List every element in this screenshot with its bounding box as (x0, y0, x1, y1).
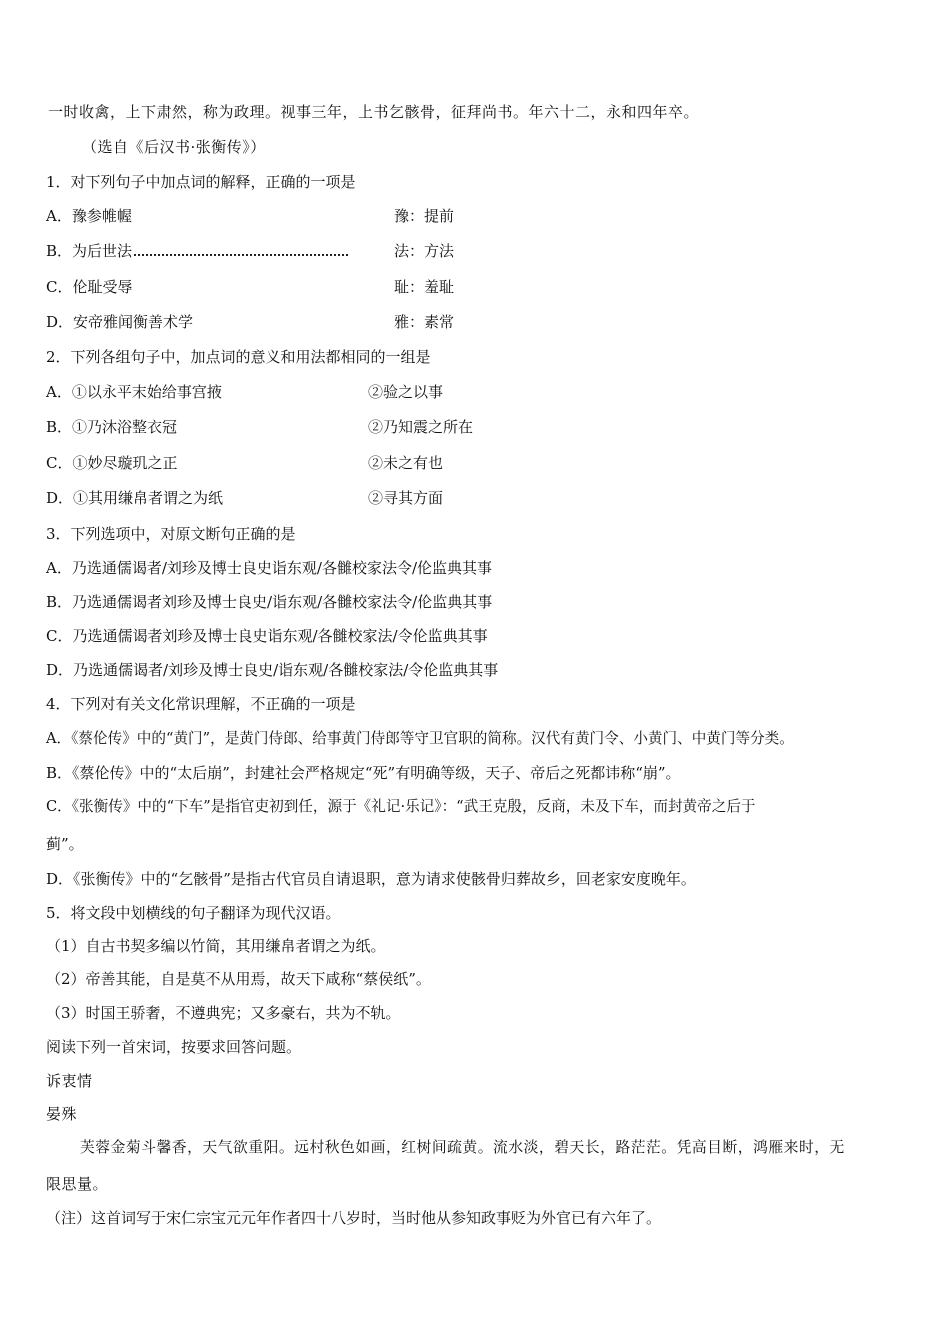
q2-option-b[interactable]: B．①乃沐浴整衣冠 (46, 418, 178, 436)
q5-stem: 5．将文段中划横线的句子翻译为现代汉语。 (46, 904, 341, 922)
q5-item-1: （1）自古书契多编以竹简，其用缣帛者谓之为纸。 (46, 937, 386, 955)
poem-title: 诉衷情 (46, 1072, 93, 1090)
q3-option-c[interactable]: C．乃选通儒谒者刘珍及博士良史诣东观/各雠校家法/令伦监典其事 (46, 627, 488, 645)
q2-option-c[interactable]: C．①妙尽璇玑之正 (46, 454, 178, 472)
q3-stem: 3．下列选项中，对原文断句正确的是 (46, 525, 296, 543)
q4-option-d[interactable]: D．《张衡传》中的“乞骸骨”是指古代官员自请退职，意为请求使骸骨归葬故乡，回老家安度晚年。 (46, 870, 696, 888)
q2-stem: 2．下列各组句子中，加点词的意义和用法都相同的一组是 (46, 348, 431, 366)
q4-option-c[interactable]: C．《张衡传》中的“下车”是指官吏初到任，源于《礼记·乐记》：“武王克殷，反商，未及下车，而封黄帝之后于 (46, 798, 756, 815)
q1-option-d-gloss: 雅：素常 (394, 313, 455, 331)
q3-option-b[interactable]: B．乃选通儒谒者刘珍及博士良史/诣东观/各雠校家法令/伦监典其事 (46, 593, 493, 611)
poem-body-line-1: 芙蓉金菊斗馨香，天气欲重阳。远村秋色如画，红树间疏黄。流水淡，碧天长，路茫茫。凭高目断，鸿雁来时，无 (80, 1139, 845, 1156)
q1-option-c[interactable]: C．伦耻受辱 (46, 278, 133, 296)
q4-option-a[interactable]: A．《蔡伦传》中的“黄门”，是黄门侍郎、给事黄门侍郎等守卫官职的简称。汉代有黄门令、小黄门、中黄门等分类。 (46, 730, 794, 747)
passage-source: （选自《后汉书·张衡传》） (82, 138, 266, 156)
q2-option-a[interactable]: A．①以永平末始给事宫掖 (46, 383, 222, 401)
q2-option-b-second: ②乃知震之所在 (368, 418, 474, 436)
passage-end-line: 一时收禽，上下肃然，称为政理。视事三年，上书乞骸骨，征拜尚书。年六十二，永和四年卒。 (48, 103, 700, 121)
q1-option-b-gloss: 法：方法 (394, 242, 455, 260)
q2-option-a-second: ②验之以事 (368, 383, 444, 401)
poem-body-line-2: 限思量。 (46, 1175, 109, 1193)
q2-option-c-second: ②未之有也 (368, 454, 444, 472)
q2-option-d[interactable]: D．①其用缣帛者谓之为纸 (46, 489, 224, 507)
q2-option-d-second: ②寻其方面 (368, 489, 444, 507)
q5-item-2: （2）帝善其能，自是莫不从用焉，故天下咸称“蔡侯纸”。 (46, 970, 431, 988)
q1-option-c-gloss: 耻：羞耻 (394, 278, 455, 296)
q1-option-a-gloss: 豫：提前 (394, 207, 455, 225)
q4-option-c-continued: 蓟”。 (46, 835, 84, 853)
poem-intro: 阅读下列一首宋词，按要求回答问题。 (46, 1038, 302, 1056)
q5-item-3: （3）时国王骄奢，不遵典宪；又多豪右，共为不轨。 (46, 1004, 401, 1022)
q1-stem: 1．对下列句子中加点词的解释，正确的一项是 (46, 173, 356, 191)
q3-option-a[interactable]: A．乃选通儒谒者/刘珍及博士良史诣东观/各雠校家法令/伦监典其事 (46, 559, 493, 577)
q4-stem: 4．下列对有关文化常识理解，不正确的一项是 (46, 695, 356, 713)
q1-option-a[interactable]: A．豫参帷幄 (46, 207, 132, 225)
q4-option-b[interactable]: B．《蔡伦传》中的“太后崩”，封建社会严格规定“死”有明确等级，天子、帝后之死都讳称“崩”。 (46, 764, 681, 782)
poem-author: 晏殊 (46, 1105, 78, 1123)
q1-option-b[interactable]: B．为后世法 (46, 241, 348, 261)
q3-option-d[interactable]: D．乃选通儒谒者/刘珍及博士良史/诣东观/各雠校家法/令伦监典其事 (46, 661, 499, 679)
poem-note: （注）这首词写于宋仁宗宝元元年作者四十八岁时，当时他从参知政事贬为外官已有六年了。 (46, 1209, 662, 1227)
q1-option-d[interactable]: D．安帝雅闻衡善术学 (46, 313, 194, 331)
dotted-leader (134, 242, 348, 256)
